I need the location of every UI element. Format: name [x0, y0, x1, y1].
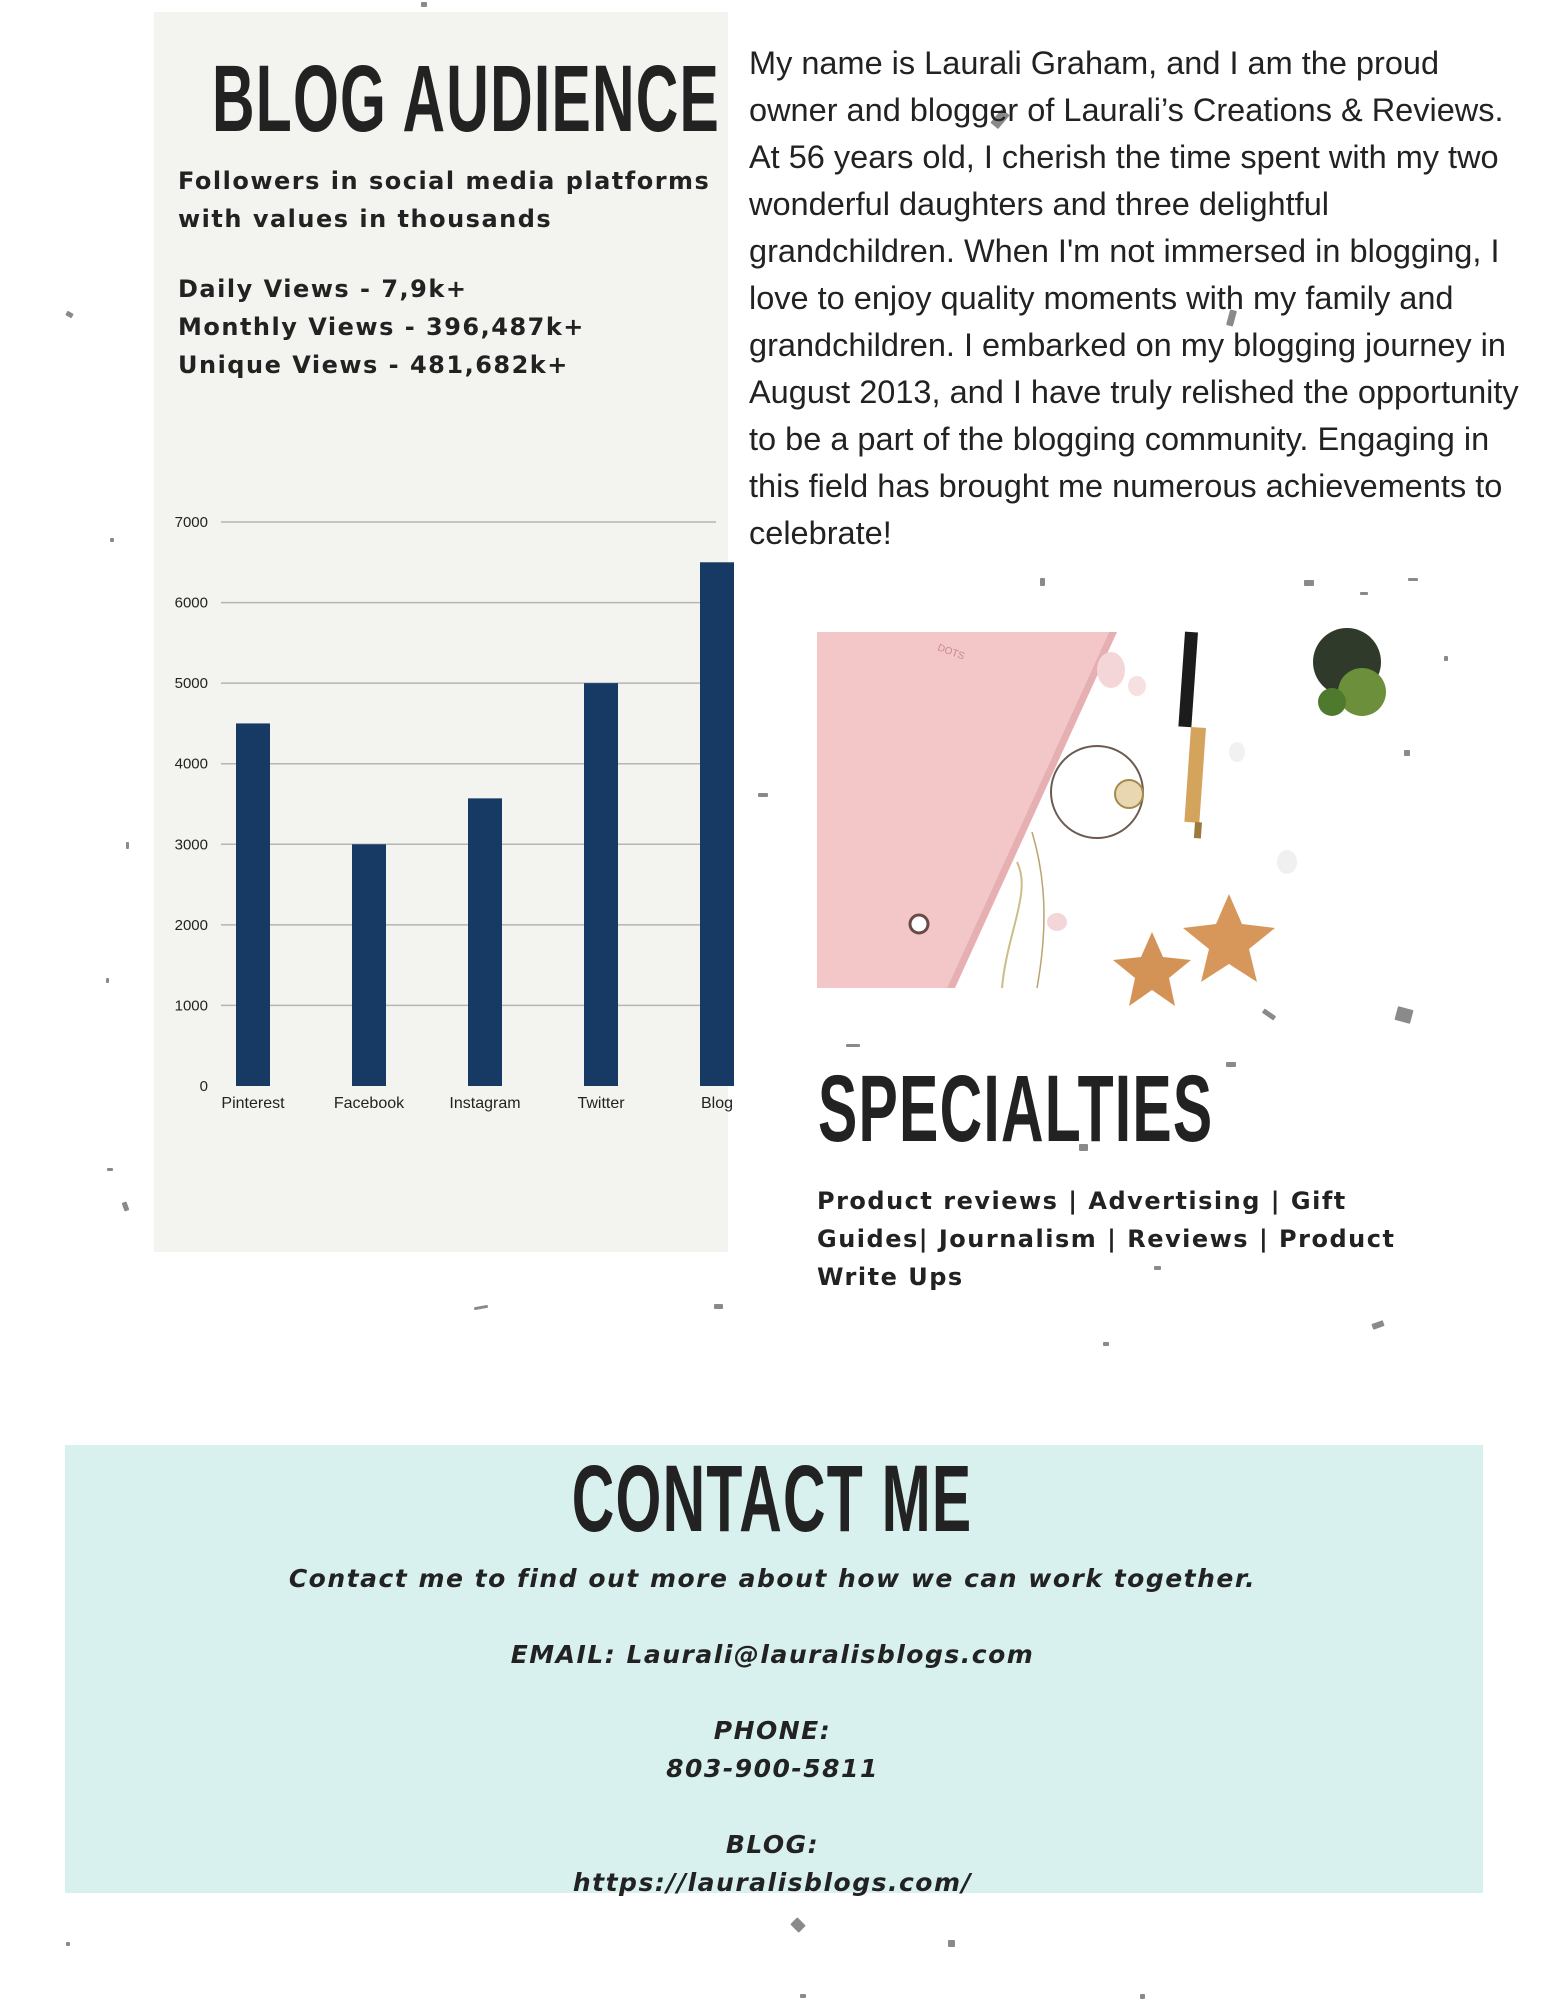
flatlay-illustration	[817, 632, 1383, 988]
x-tick-label: Instagram	[449, 1095, 521, 1112]
specialties-list: Product reviews | Advertising | Gift Guides| Journalism | Reviews | Product Write Ups	[817, 1187, 1396, 1291]
audience-subtitle: Followers in social media platforms with values in thousands	[178, 167, 711, 233]
bar-blog	[700, 562, 734, 1086]
x-tick-label: Pinterest	[221, 1095, 285, 1112]
y-tick-label: 4000	[174, 755, 208, 773]
unique-views-stat: Unique Views - 481,682k+	[178, 351, 569, 379]
monthly-views-stat: Monthly Views - 396,487k+	[178, 313, 585, 341]
contact-email[interactable]: EMAIL: Laurali@lauralisblogs.com	[510, 1640, 1035, 1669]
y-tick-label: 7000	[174, 514, 208, 531]
daily-views-stat: Daily Views - 7,9k+	[178, 275, 468, 303]
contact-title: CONTACT ME	[572, 1446, 973, 1552]
notebook-ring-icon	[910, 915, 928, 933]
bar-twitter	[584, 683, 618, 1086]
x-tick-label: Twitter	[577, 1095, 625, 1112]
blog-audience-panel	[154, 12, 734, 1252]
notebook-label: DOTS	[935, 642, 966, 663]
contact-lead: Contact me to find out more about how we can work together.	[288, 1564, 1257, 1593]
contact-phone-label: PHONE:	[713, 1716, 832, 1745]
contact-blog-link[interactable]: https://lauralisblogs.com/	[572, 1868, 973, 1897]
specialties-title: SPECIALTIES	[818, 1056, 1214, 1162]
y-tick-label: 3000	[174, 836, 208, 854]
bio-paragraph: My name is Laurali Graham, and I am the proud owner and blogger of Laurali’s Creations & Reviews. At 56 years old, I cherish the time spent with my two wonderful daughters and three delightful grandchildren. When I'm not immersed in blogging, I love to enjoy quality moments with my family and grandchildren. I embarked on my blogging journey in August 2013, and I have truly relished the opportunity to be a part of the blogging community. Engaging in this field has brought me numerous achievements to celebrate!	[749, 45, 1519, 551]
blog-audience-title: BLOG AUDIENCE	[212, 46, 721, 152]
contact-blog-label: BLOG:	[725, 1830, 820, 1859]
y-tick-label: 2000	[174, 916, 208, 934]
y-tick-label: 5000	[174, 675, 208, 693]
bar-pinterest	[236, 723, 270, 1086]
contact-details	[0, 1560, 1545, 1902]
contact-phone[interactable]: 803-900-5811	[666, 1754, 879, 1783]
y-tick-label: 6000	[174, 594, 208, 612]
flatlay-photo	[817, 632, 1383, 988]
crystal-icon	[1097, 652, 1125, 688]
y-tick-label: 0	[199, 1078, 208, 1095]
bar-instagram	[468, 798, 502, 1086]
audience-stats	[178, 270, 585, 384]
x-tick-label: Facebook	[333, 1095, 405, 1112]
followers-bar-chart	[154, 492, 734, 1132]
contact-title-wrap	[0, 1446, 1545, 1552]
x-tick-label: Blog	[700, 1095, 734, 1112]
y-tick-label: 1000	[174, 997, 208, 1015]
bar-facebook	[352, 844, 386, 1086]
